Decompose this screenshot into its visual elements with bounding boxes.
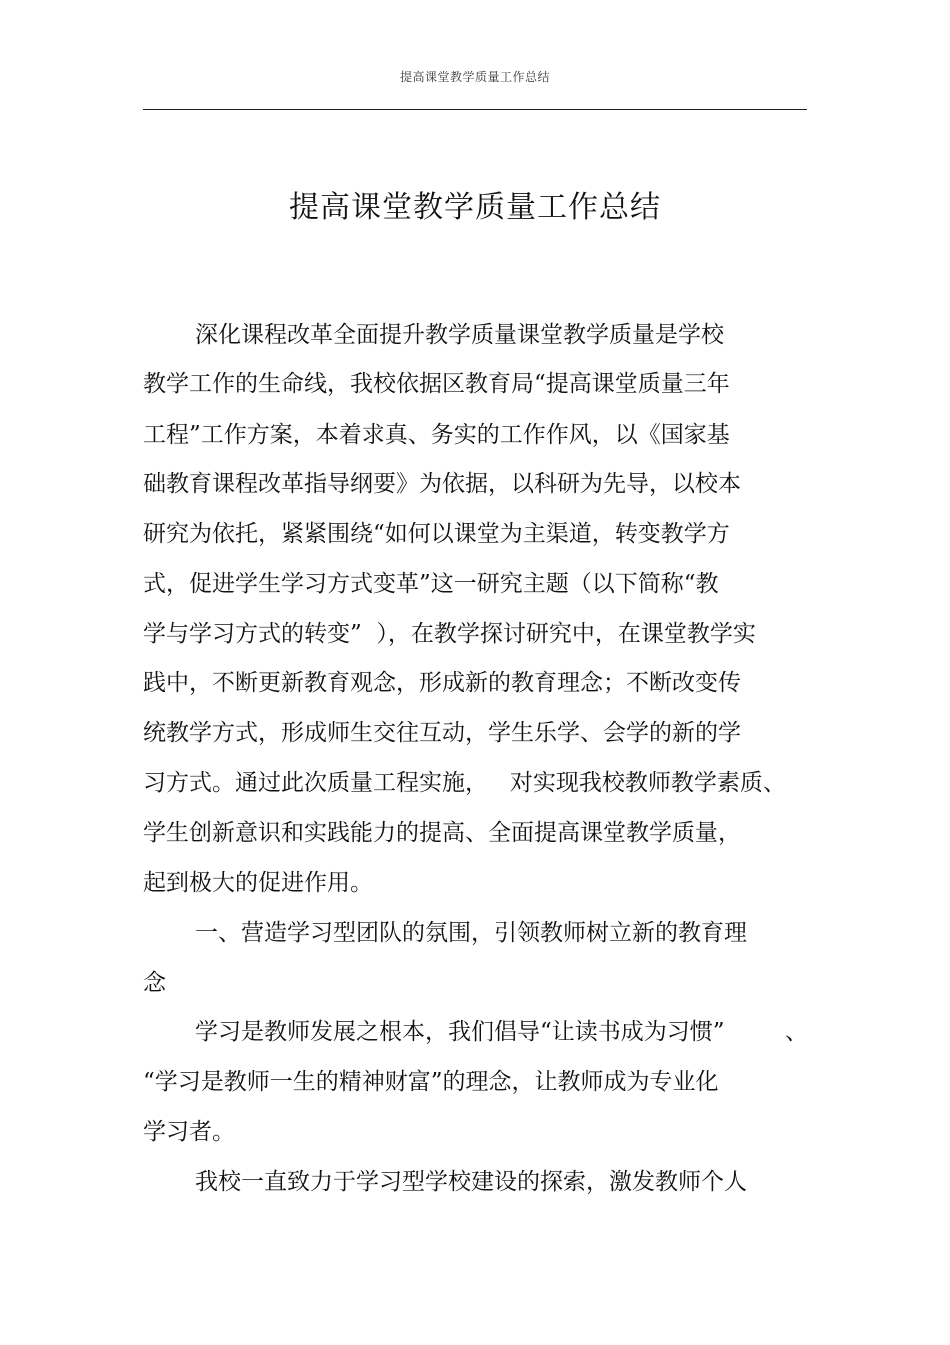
body-line: 践中，不断更新教育观念，形成新的教育理念；不断改变传	[143, 670, 741, 696]
body-line-fragment: 、	[785, 1019, 808, 1045]
body-line: 我校一直致力于学习型学校建设的探索，激发教师个人	[195, 1169, 747, 1195]
body-line: 学生创新意识和实践能力的提高、全面提高课堂教学质量，	[143, 820, 741, 846]
header-rule	[143, 109, 807, 110]
body-line: 学习者。	[143, 1119, 235, 1145]
body-line: 学习是教师发展之根本，我们倡导“让读书成为习惯”	[195, 1019, 725, 1045]
section-heading-continued: 念	[143, 970, 166, 996]
body-line: 工程”工作方案，本着求真、务实的工作作风，以《国家基	[143, 422, 730, 448]
body-line: 研究为依托，紧紧围绕“如何以课堂为主渠道，转变教学方	[143, 521, 730, 547]
body-line: 学与学习方式的转变” ），在教学探讨研究中，在课堂教学实	[143, 621, 756, 647]
body-line: 统教学方式，形成师生交往互动，学生乐学、会学的新的学	[143, 720, 741, 746]
running-header: 提高课堂教学质量工作总结	[399, 70, 550, 84]
body-line: 深化课程改革全面提升教学质量课堂教学质量是学校	[195, 322, 724, 348]
section-heading: 一、营造学习型团队的氛围，引领教师树立新的教育理	[195, 920, 747, 946]
body-line: 础教育课程改革指导纲要》为依据，以科研为先导，以校本	[143, 471, 741, 497]
body-line: 习方式。通过此次质量工程实施， 对实现我校教师教学素质、	[143, 770, 786, 796]
body-line: 起到极大的促进作用。	[143, 870, 373, 896]
body-line: “学习是教师一生的精神财富”的理念，让教师成为专业化	[143, 1069, 719, 1095]
body-line: 式，促进学生学习方式变革”这一研究主题（以下简称“教	[143, 571, 719, 597]
page-title: 提高课堂教学质量工作总结	[289, 190, 661, 225]
body-line: 教学工作的生命线，我校依据区教育局“提高课堂质量三年	[143, 371, 730, 397]
